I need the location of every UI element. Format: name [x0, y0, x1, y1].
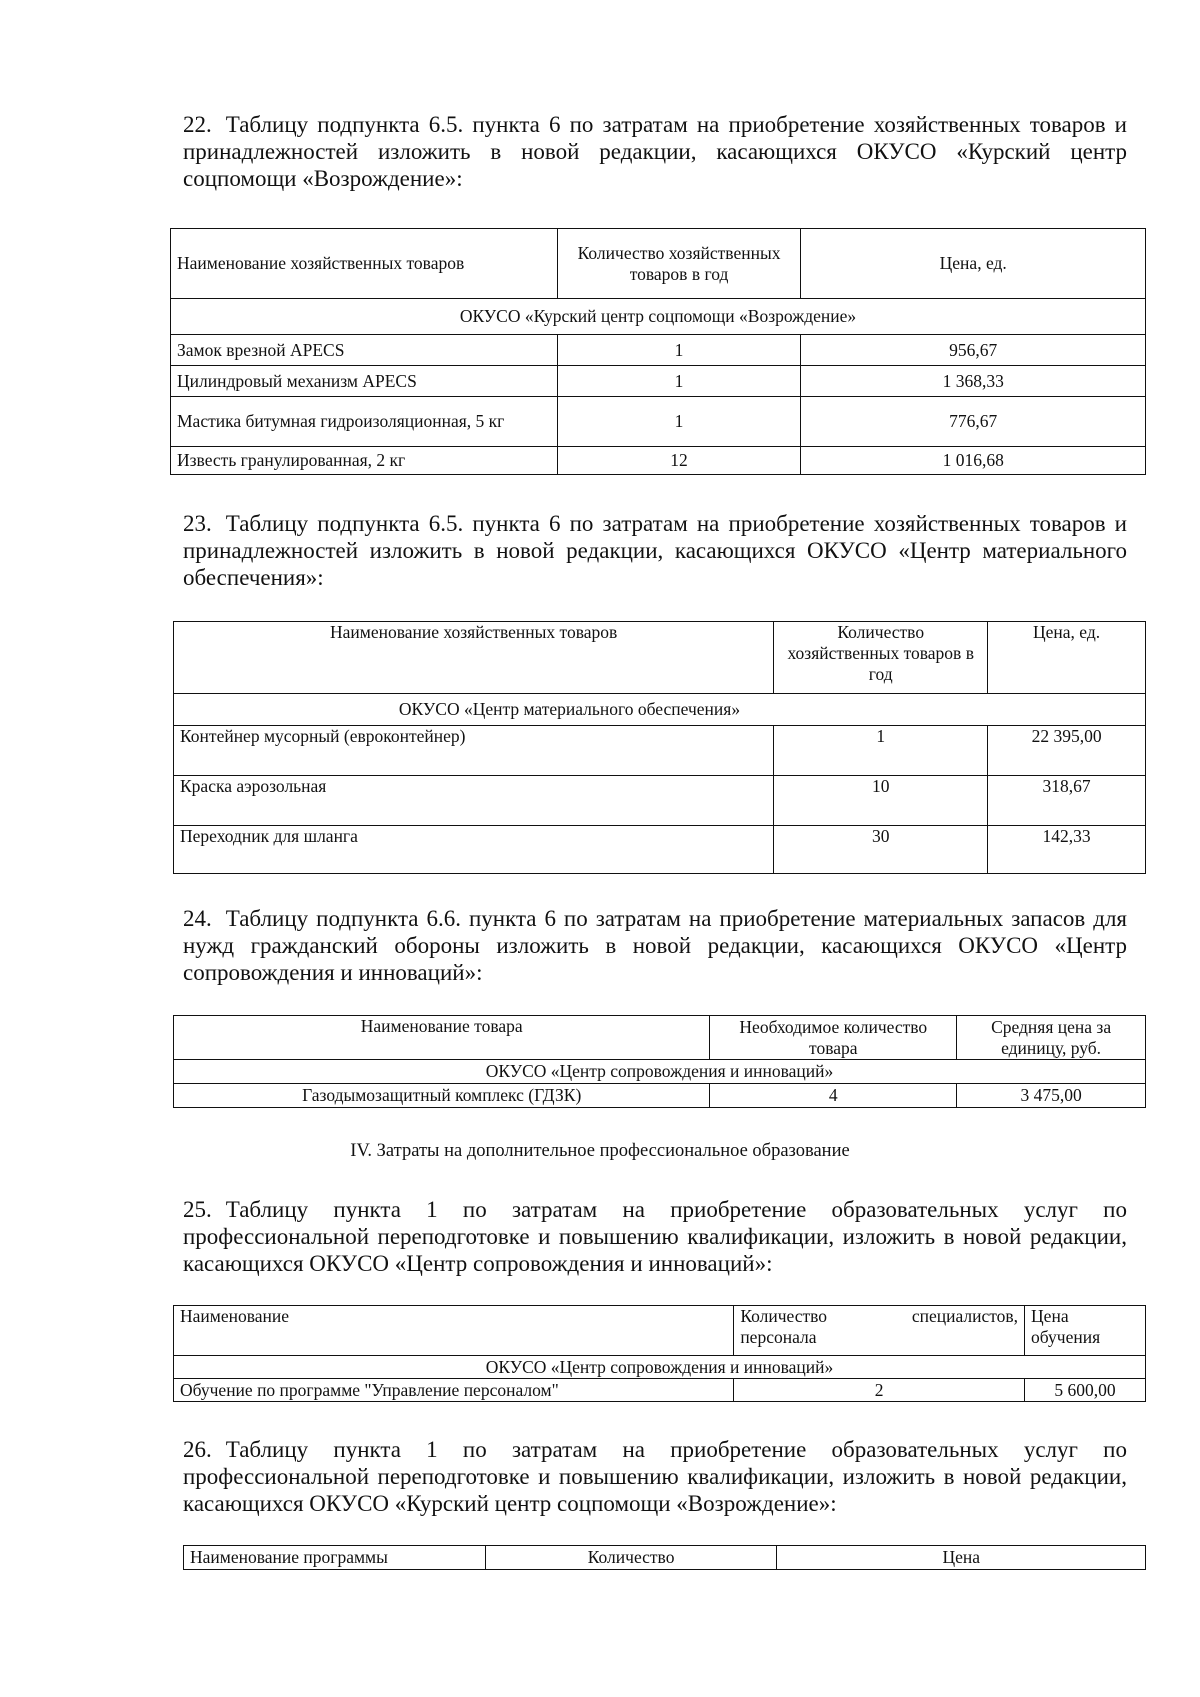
header-price: Цена, ед.: [988, 622, 1146, 694]
item-price: 1 016,68: [801, 447, 1146, 475]
item-qty: 4: [710, 1084, 957, 1108]
table-23: [173, 621, 1146, 874]
paragraph-text: Таблицу подпункта 6.5. пункта 6 по затратам на приобретение хозяйственных товаров и принадлежностей изложить в новой редакции, касающихся ОКУСО «Центр материального обеспечения»:: [183, 511, 1127, 590]
paragraph-number: 25.: [183, 1197, 212, 1222]
item-qty: 2: [734, 1379, 1025, 1402]
paragraph-number: 22.: [183, 112, 212, 137]
paragraph-number: 24.: [183, 906, 212, 931]
group-row: [174, 1356, 1146, 1379]
item-name: Краска аэрозольная: [174, 776, 774, 826]
item-price: 3 475,00: [957, 1084, 1146, 1108]
item-price: 318,67: [988, 776, 1146, 826]
table-25: [173, 1305, 1146, 1402]
paragraph-number: 26.: [183, 1437, 212, 1462]
item-price: 956,67: [801, 335, 1146, 366]
paragraph-22: [183, 111, 1127, 192]
header-price: Цена: [777, 1546, 1146, 1570]
header-qty: Количество хозяйственных товаров в год: [557, 229, 801, 299]
item-name: Обучение по программе "Управление персоналом": [174, 1379, 734, 1402]
item-price: 1 368,33: [801, 366, 1146, 397]
item-name: Переходник для шланга: [174, 826, 774, 874]
table-header-row: [184, 1546, 1146, 1570]
table-header-row: [171, 229, 1146, 299]
section-heading: IV. Затраты на дополнительное профессиональное образование: [350, 1141, 850, 1161]
group-title: ОКУСО «Центр сопровождения и инноваций»: [174, 1060, 1146, 1084]
item-qty: 10: [774, 776, 988, 826]
paragraph-26: [183, 1436, 1127, 1517]
header-qty: Необходимое количество товара: [710, 1016, 957, 1060]
table-row: [174, 776, 1146, 826]
table-row: [174, 1379, 1146, 1402]
paragraph-text: Таблицу подпункта 6.5. пункта 6 по затратам на приобретение хозяйственных товаров и принадлежностей изложить в новой редакции, касающихся ОКУСО «Курский центр соцпомощи «Возрождение»:: [183, 112, 1127, 191]
header-price: Цена обучения: [1025, 1306, 1146, 1356]
group-row: [174, 694, 1146, 726]
paragraph-text: Таблицу пункта 1 по затратам на приобретение образовательных услуг по профессиональной переподготовке и повышению квалификации, изложить в новой редакции, касающихся ОКУСО «Центр сопровождения и инноваций»:: [183, 1197, 1127, 1276]
table-row: [174, 726, 1146, 776]
item-qty: 1: [774, 726, 988, 776]
group-row: [171, 299, 1146, 335]
table-row: [171, 397, 1146, 447]
paragraph-23: [183, 510, 1127, 591]
table-row: [171, 335, 1146, 366]
item-name: Газодымозащитный комплекс (ГДЗК): [174, 1084, 710, 1108]
table-24: [173, 1015, 1146, 1108]
header-qty: Количество специалистов, персонала: [734, 1306, 1025, 1356]
table-header-row: [174, 1306, 1146, 1356]
paragraph-text: Таблицу пункта 1 по затратам на приобретение образовательных услуг по профессиональной переподготовке и повышению квалификации, изложить в новой редакции, касающихся ОКУСО «Курский центр соцпомощи «Возрождение»:: [183, 1437, 1127, 1516]
paragraph-text: Таблицу подпункта 6.6. пункта 6 по затратам на приобретение материальных запасов для нужд гражданский обороны изложить в новой редакции, касающихся ОКУСО «Центр сопровождения и инноваций»:: [183, 906, 1127, 985]
table-26: [183, 1545, 1146, 1570]
item-price: 776,67: [801, 397, 1146, 447]
paragraph-24: [183, 905, 1127, 986]
header-qty: Количество: [485, 1546, 777, 1570]
header-price: Средняя цена за единицу, руб.: [957, 1016, 1146, 1060]
header-name: Наименование хозяйственных товаров: [174, 622, 774, 694]
item-qty: 1: [557, 366, 801, 397]
item-price: 142,33: [988, 826, 1146, 874]
header-name: Наименование хозяйственных товаров: [171, 229, 558, 299]
table-row: [171, 447, 1146, 475]
table-row: [174, 826, 1146, 874]
item-price: 22 395,00: [988, 726, 1146, 776]
header-price: Цена, ед.: [801, 229, 1146, 299]
group-row: [174, 1060, 1146, 1084]
header-name: Наименование программы: [184, 1546, 486, 1570]
item-price: 5 600,00: [1025, 1379, 1146, 1402]
table-22: [170, 228, 1146, 475]
item-name: Мастика битумная гидроизоляционная, 5 кг: [171, 397, 558, 447]
item-name: Контейнер мусорный (евроконтейнер): [174, 726, 774, 776]
group-title: ОКУСО «Центр материального обеспечения»: [174, 694, 1146, 726]
paragraph-25: [183, 1196, 1127, 1277]
table-header-row: [174, 622, 1146, 694]
item-name: Известь гранулированная, 2 кг: [171, 447, 558, 475]
group-title: ОКУСО «Центр сопровождения и инноваций»: [174, 1356, 1146, 1379]
header-name: Наименование товара: [174, 1016, 710, 1060]
item-qty: 1: [557, 397, 801, 447]
group-title: ОКУСО «Курский центр соцпомощи «Возрождение»: [171, 299, 1146, 335]
table-header-row: [174, 1016, 1146, 1060]
item-name: Замок врезной APECS: [171, 335, 558, 366]
paragraph-number: 23.: [183, 511, 212, 536]
header-name: Наименование: [174, 1306, 734, 1356]
item-qty: 1: [557, 335, 801, 366]
item-name: Цилиндровый механизм APECS: [171, 366, 558, 397]
item-qty: 30: [774, 826, 988, 874]
item-qty: 12: [557, 447, 801, 475]
header-qty: Количество хозяйственных товаров в год: [774, 622, 988, 694]
table-row: [171, 366, 1146, 397]
table-row: [174, 1084, 1146, 1108]
